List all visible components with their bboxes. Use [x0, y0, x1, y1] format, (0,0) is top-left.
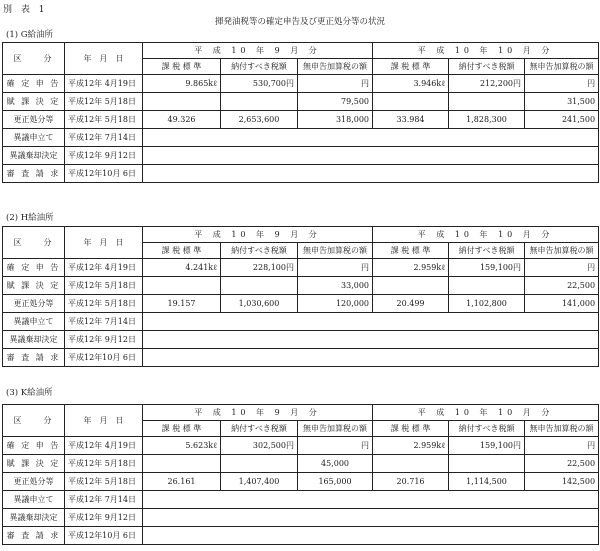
cell-tax-base [143, 455, 221, 473]
cell-penalty: 79,500 [298, 93, 373, 111]
header-penalty: 無申告加算税の額 [298, 421, 373, 437]
empty-cell [143, 509, 599, 527]
cell-tax-payable [221, 277, 298, 295]
table-row [3, 527, 599, 545]
cell-penalty: 円 [298, 75, 373, 93]
cell-penalty: 241,500 [525, 111, 599, 129]
row-category: 賦 課 決 定 [3, 93, 65, 111]
cell-tax-base [143, 93, 221, 111]
row-category: 審 査 請 求 [3, 527, 65, 545]
row-category: 確 定 申 告 [3, 259, 65, 277]
cell-penalty: 141,000 [525, 295, 599, 313]
cell-tax-base: 26.161 [143, 473, 221, 491]
table-row [3, 93, 599, 111]
header-period-oct: 平 成 10 年 10 月 分 [373, 227, 599, 243]
header-category: 区 分 [3, 405, 65, 437]
cell-tax-payable: 1,407,400 [221, 473, 298, 491]
document-title: 揮発油税等の確定申告及び更正処分等の状況 [214, 17, 385, 27]
header-tax-payable: 納付すべき税額 [449, 243, 525, 259]
section-label-h: (2) H給油所 [6, 213, 54, 223]
header-tax-base: 課 税 標 準 [373, 59, 449, 75]
cell-tax-base [373, 277, 449, 295]
row-date: 平成12年 5月18日 [65, 455, 143, 473]
header-tax-base: 課 税 標 準 [143, 243, 221, 259]
header-penalty: 無申告加算税の額 [525, 243, 599, 259]
section-label-k: (3) K給油所 [6, 388, 53, 398]
row-date: 平成12年10月 6日 [65, 349, 143, 367]
table-row [3, 165, 599, 183]
row-date: 平成12年10月 6日 [65, 165, 143, 183]
row-date: 平成12年 4月19日 [65, 437, 143, 455]
header-period-oct: 平 成 10 年 10 月 分 [373, 405, 599, 421]
cell-tax-payable: 1,030,600 [221, 295, 298, 313]
header-tax-base: 課 税 標 準 [143, 59, 221, 75]
cell-tax-payable: 302,500円 [221, 437, 298, 455]
cell-penalty: 120,000 [298, 295, 373, 313]
row-date: 平成12年 9月12日 [65, 331, 143, 349]
header-tax-payable: 納付すべき税額 [221, 421, 298, 437]
empty-cell [143, 313, 599, 331]
cell-penalty: 円 [525, 437, 599, 455]
empty-cell [143, 129, 599, 147]
row-date: 平成12年 5月18日 [65, 295, 143, 313]
row-category: 異議棄却決定 [3, 331, 65, 349]
header-category: 区 分 [3, 43, 65, 75]
row-category: 確 定 申 告 [3, 75, 65, 93]
table-row [3, 349, 599, 367]
header-tax-payable: 納付すべき税額 [449, 421, 525, 437]
row-date: 平成12年 9月12日 [65, 509, 143, 527]
header-penalty: 無申告加算税の額 [525, 59, 599, 75]
cell-tax-base: 5.623kℓ [143, 437, 221, 455]
cell-tax-payable [449, 93, 525, 111]
cell-tax-base: 2.959kℓ [373, 259, 449, 277]
row-date: 平成12年 5月18日 [65, 111, 143, 129]
cell-penalty: 円 [525, 75, 599, 93]
cell-tax-base: 2.959kℓ [373, 437, 449, 455]
header-tax-payable: 納付すべき税額 [221, 59, 298, 75]
cell-penalty: 円 [298, 259, 373, 277]
appendix-label: 別 表 1 [3, 5, 48, 15]
header-tax-payable: 納付すべき税額 [221, 243, 298, 259]
header-category: 区 分 [3, 227, 65, 259]
cell-penalty: 142,500 [525, 473, 599, 491]
row-category: 更正処分等 [3, 295, 65, 313]
header-period-sep: 平 成 10 年 9 月 分 [143, 43, 373, 59]
empty-cell [143, 165, 599, 183]
header-tax-base: 課 税 標 準 [373, 421, 449, 437]
table-row [3, 313, 599, 331]
cell-penalty: 33,000 [298, 277, 373, 295]
cell-tax-payable: 212,200円 [449, 75, 525, 93]
row-category: 審 査 請 求 [3, 349, 65, 367]
header-date: 年 月 日 [65, 227, 143, 259]
header-penalty: 無申告加算税の額 [525, 421, 599, 437]
cell-tax-payable [449, 277, 525, 295]
row-date: 平成12年 7月14日 [65, 491, 143, 509]
table-row [3, 259, 599, 277]
header-tax-payable: 納付すべき税額 [449, 59, 525, 75]
cell-tax-payable: 228,100円 [221, 259, 298, 277]
cell-tax-payable: 1,114,500 [449, 473, 525, 491]
row-date: 平成12年 7月14日 [65, 313, 143, 331]
cell-tax-base: 33.984 [373, 111, 449, 129]
cell-tax-payable [221, 455, 298, 473]
cell-tax-base: 9.865kℓ [143, 75, 221, 93]
table-row [3, 331, 599, 349]
cell-tax-payable: 159,100円 [449, 437, 525, 455]
row-date: 平成12年 4月19日 [65, 259, 143, 277]
empty-cell [143, 527, 599, 545]
row-category: 確 定 申 告 [3, 437, 65, 455]
row-category: 異議申立て [3, 491, 65, 509]
row-category: 更正処分等 [3, 111, 65, 129]
header-period-oct: 平 成 10 年 10 月 分 [373, 43, 599, 59]
cell-tax-base: 20.716 [373, 473, 449, 491]
cell-tax-payable [221, 93, 298, 111]
row-date: 平成12年 7月14日 [65, 129, 143, 147]
cell-tax-base [373, 93, 449, 111]
table-row [3, 147, 599, 165]
cell-tax-base: 49.326 [143, 111, 221, 129]
cell-tax-payable: 159,100円 [449, 259, 525, 277]
cell-tax-base [373, 455, 449, 473]
cell-tax-payable [449, 455, 525, 473]
section-label-g: (1) G給油所 [6, 30, 54, 40]
row-category: 異議棄却決定 [3, 509, 65, 527]
row-date: 平成12年 5月18日 [65, 473, 143, 491]
header-penalty: 無申告加算税の額 [298, 243, 373, 259]
tax-table-k [2, 404, 599, 545]
header-penalty: 無申告加算税の額 [298, 59, 373, 75]
row-category: 異議棄却決定 [3, 147, 65, 165]
table-row [3, 473, 599, 491]
table-row [3, 295, 599, 313]
tax-table-g [2, 42, 599, 183]
row-date: 平成12年10月 6日 [65, 527, 143, 545]
empty-cell [143, 491, 599, 509]
cell-penalty: 22,500 [525, 455, 599, 473]
row-category: 異議申立て [3, 313, 65, 331]
cell-penalty: 318,000 [298, 111, 373, 129]
empty-cell [143, 349, 599, 367]
header-period-sep: 平 成 10 年 9 月 分 [143, 227, 373, 243]
empty-cell [143, 331, 599, 349]
row-category: 異議申立て [3, 129, 65, 147]
cell-tax-payable: 1,828,300 [449, 111, 525, 129]
row-category: 審 査 請 求 [3, 165, 65, 183]
row-category: 賦 課 決 定 [3, 455, 65, 473]
table-row [3, 455, 599, 473]
cell-tax-base: 4.241kℓ [143, 259, 221, 277]
table-row [3, 75, 599, 93]
tax-table-h [2, 226, 599, 367]
cell-tax-base: 20.499 [373, 295, 449, 313]
row-date: 平成12年 4月19日 [65, 75, 143, 93]
row-date: 平成12年 5月18日 [65, 93, 143, 111]
header-date: 年 月 日 [65, 43, 143, 75]
row-category: 賦 課 決 定 [3, 277, 65, 295]
cell-tax-base: 3.946kℓ [373, 75, 449, 93]
header-tax-base: 課 税 標 準 [143, 421, 221, 437]
cell-tax-payable: 2,653,600 [221, 111, 298, 129]
empty-cell [143, 147, 599, 165]
table-row [3, 509, 599, 527]
cell-penalty: 円 [298, 437, 373, 455]
table-row [3, 129, 599, 147]
header-period-sep: 平 成 10 年 9 月 分 [143, 405, 373, 421]
cell-penalty: 22,500 [525, 277, 599, 295]
row-date: 平成12年 5月18日 [65, 277, 143, 295]
header-date: 年 月 日 [65, 405, 143, 437]
cell-penalty: 45,000 [298, 455, 373, 473]
header-tax-base: 課 税 標 準 [373, 243, 449, 259]
row-category: 更正処分等 [3, 473, 65, 491]
table-row [3, 111, 599, 129]
table-row [3, 277, 599, 295]
table-row [3, 491, 599, 509]
cell-penalty: 31,500 [525, 93, 599, 111]
cell-penalty: 165,000 [298, 473, 373, 491]
cell-tax-base [143, 277, 221, 295]
cell-tax-payable: 1,102,800 [449, 295, 525, 313]
cell-penalty: 円 [525, 259, 599, 277]
table-row [3, 437, 599, 455]
row-date: 平成12年 9月12日 [65, 147, 143, 165]
cell-tax-payable: 530,700円 [221, 75, 298, 93]
cell-tax-base: 19.157 [143, 295, 221, 313]
